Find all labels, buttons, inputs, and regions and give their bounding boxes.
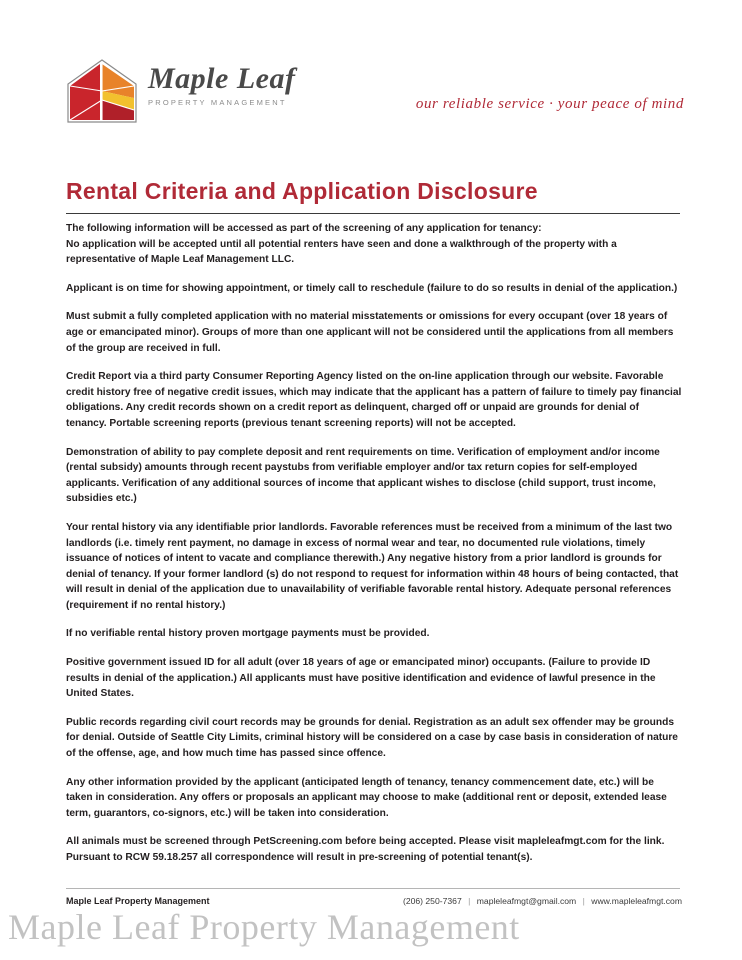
footer-company-name: Maple Leaf Property Management [66, 896, 210, 906]
logo-company-subtitle: PROPERTY MANAGEMENT [148, 98, 287, 107]
maple-leaf-logo-icon [66, 58, 138, 124]
paragraph: Credit Report via a third party Consumer Reporting Agency listed on the on-line application through our website. Favorable credit history free of negative credit issues, which may indicate that the applicant has a pattern of failure to timely pay financial obligations. Any credit records shown on a credit report as delinquent, charged off or unpaid are grounds for denial of tenancy. Portable screening reports (previous tenant screening reports) will not be accepted. [66, 371, 682, 429]
footer-website[interactable]: www.mapleleafmgt.com [591, 896, 682, 906]
watermark-text: Maple Leaf Property Management [8, 907, 520, 947]
paragraph: Applicant is on time for showing appointment, or timely call to reschedule (failure to do so results in denial of the application.) [66, 282, 678, 294]
document-body [66, 221, 682, 879]
company-tagline: our reliable service · your peace of mind [415, 96, 684, 112]
logo-wordmark [148, 62, 328, 107]
footer-separator: | [468, 896, 471, 906]
paragraph: Public records regarding civil court records may be grounds for denial. Registration as an adult sex offender may be grounds for denial. Outside of Seattle City Limits, criminal history will be considered on a case by case basis in consideration of nature of the offense, age, and how much time has passed since offence. [66, 716, 678, 760]
footer-contact-info [403, 896, 682, 906]
paragraph: Demonstration of ability to pay complete deposit and rent requirements on time. Verification of employment and/or income (rental subsidy) amounts through recent paystubs from verifiable employer and/or tax return copies for self-employed applicants. Verification of any additional sources of income that applicant wishes to disclose (child support, trust income, subsidies etc.) [66, 446, 660, 505]
paragraph: Positive government issued ID for all adult (over 18 years of age or emancipated minor) occupants. (Failure to provide ID results in denial of the application.) All applicants must have positive identification and evidence of lawful presence in the United States. [66, 657, 656, 700]
page-title: Rental Criteria and Application Disclosure [66, 178, 538, 204]
paragraph: Your rental history via any identifiable prior landlords. Favorable references must be received from a minimum of the last two landlords (i.e. timely rent payment, no damage in excess of normal wear and tear, no documented rule violations, timely issuance of notices of intent to vacate and compliance therewith.) Any negative history from a prior landlord is grounds for denial of tenancy. If your former landlord (s) do not respond to request for information within 48 hours of being contacted, that will result in denial of the application due to unavailability of verifiable favorable rental history. Adequate personal references (requirement if no rental history.) [66, 521, 679, 611]
title-divider [66, 213, 680, 214]
paragraph: The following information will be accessed as part of the screening of any application for tenancy: [66, 223, 542, 234]
paragraph: Must submit a fully completed application with no material misstatements or omissions for every occupant (over 18 years of age or emancipated minor). Groups of more than one applicant will not be considered until the applications from all members of the group are received in full. [66, 311, 674, 354]
company-logo [66, 58, 326, 128]
paragraph: If no verifiable rental history proven mortgage payments must be provided. [66, 628, 430, 640]
footer-phone: (206) 250-7367 [402, 896, 462, 906]
paragraph: Any other information provided by the applicant (anticipated length of tenancy, tenancy commencement date, etc.) will be taken in consideration. Any offers or proposals an applicant may choose to make (additional rent or deposit, extended lease term, guarantors, co-signors, etc.) will be taken into consideration. [66, 776, 667, 819]
footer-separator: | [582, 896, 585, 906]
footer-divider [66, 888, 680, 889]
document-header [0, 0, 742, 150]
paragraph: All animals must be screened through PetScreening.com before being accepted. Please visit mapleleafmgt.com for the link. Pursuant to RCW 59.18.257 all correspondence will result in pre-screening of potential tenant(s). [66, 836, 665, 863]
logo-company-name: Maple Leaf [148, 62, 296, 95]
footer-email[interactable]: mapleleafmgt@gmail.com [476, 896, 577, 906]
paragraph: No application will be accepted until all potential renters have seen and done a walkthrough of the property with a representative of Maple Leaf Management LLC. [66, 238, 617, 266]
